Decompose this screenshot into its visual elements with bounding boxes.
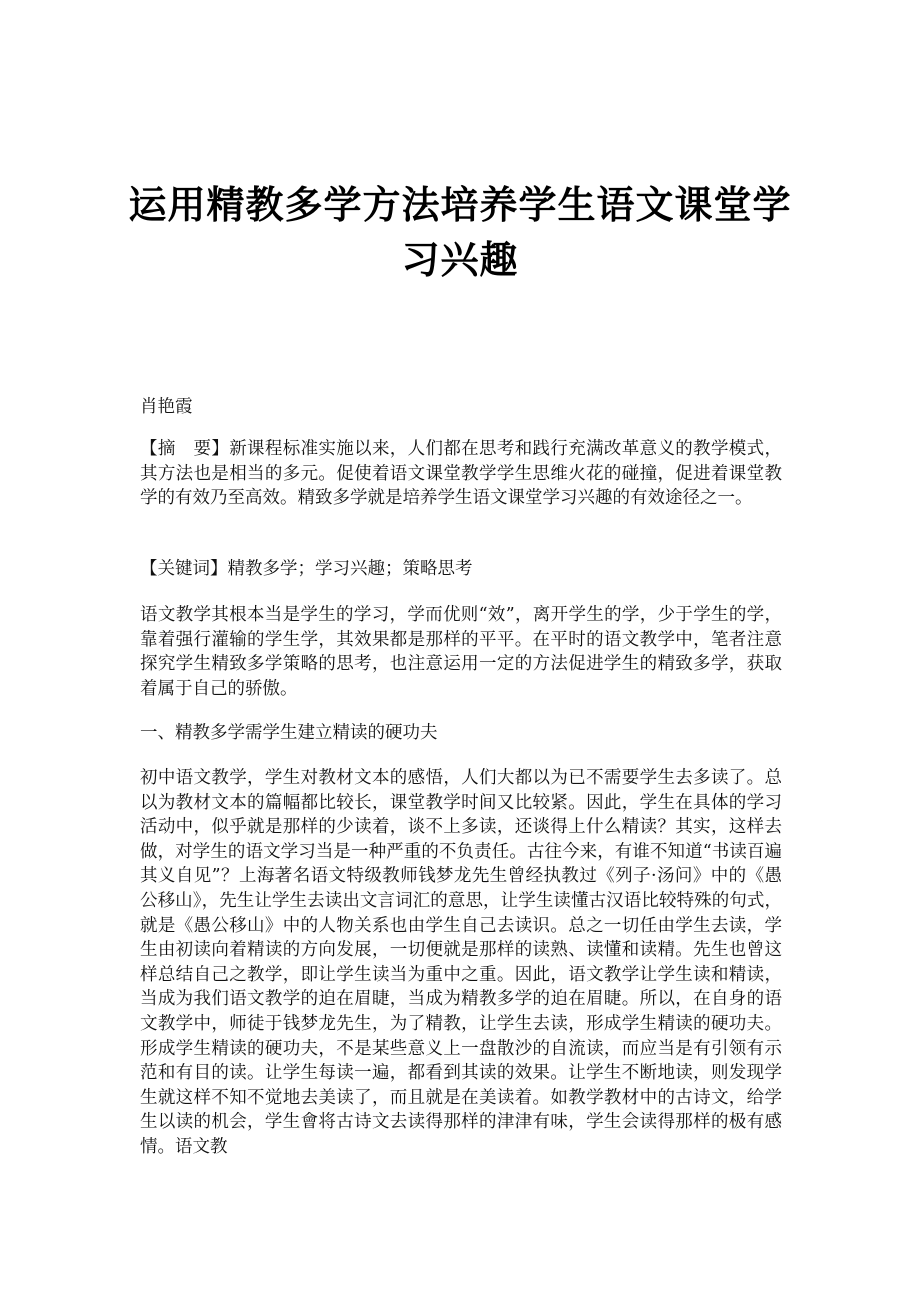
section-heading: 一、精教多学需学生建立精读的硬功夫 <box>140 723 438 743</box>
abstract-paragraph: 【摘 要】新课程标准实施以来，人们都在思考和践行充满改革意义的教学模式，其方法也是相当的多元。促使着语文课堂教学学生思维火花的碰撞，促进着课堂教学的有效乃至高效。精致多学就是培养学生语文课堂学习兴趣的有效途径之一。 <box>140 439 782 509</box>
intro-paragraph: 语文教学其根本当是学生的学习，学而优则“效”，离开学生的学，少于学生的学，靠着强行灌输的学生学，其效果都是那样的平平。在平时的语文教学中，笔者注意探究学生精致多学策略的思考，也注意运用一定的方法促进学生的精致多学，获取着属于自己的骄傲。 <box>140 605 782 699</box>
keywords-line: 【关键词】精教多学；学习兴趣；策略思考 <box>140 559 473 579</box>
section-paragraph: 初中语文教学，学生对教材文本的感悟，人们大都以为已不需要学生去多读了。总以为教材文本的篇幅都比较长，课堂教学时间又比较紧。因此，学生在具体的学习活动中，似乎就是那样的少读着，谈不上多读，还谈得上什么精读？其实，这样去做，对学生的语文学习当是一种严重的不负责任。古往今来，有谁不知道“书读百遍其义自见”？上海著名语文特级教师钱梦龙先生曾经执教过《列子·汤问》中的《愚公移山》，先生让学生去读出文言词汇的意思，让学生读懂古汉语比较特殊的句式，就是《愚公移山》中的人物关系也由学生自己去读识。总之一切任由学生去读，学生由初读向着精读的方向发展，一切便就是那样的读熟、读懂和读精。先生也曾这样总结自己之教学，即让学生读当为重中之重。因此，语文教学让学生读和精读，当成为我们语文教学的迫在眉睫，当成为精教多学的迫在眉睫。所以，在自身的语文教学中，师徒于钱梦龙先生，为了精教，让学生去读，形成学生精读的硬功夫。形成学生精读的硬功夫，不是某些意义上一盘散沙的自流读，而应当是有引领有示范和有目的读。让学生每读一遍，都看到其读的效果。让学生不断地读，则发现学生就这样不知不觉地去美读了，而且就是在美读着。如教学教材中的古诗文，给学生以读的机会，学生會将古诗文去读得那样的津津有味，学生会读得那样的极有感情。语文教 <box>140 768 782 1157</box>
document-title: 运用精教多学方法培养学生语文课堂学习兴趣 <box>128 183 792 282</box>
author-name: 肖艳霞 <box>140 397 193 417</box>
